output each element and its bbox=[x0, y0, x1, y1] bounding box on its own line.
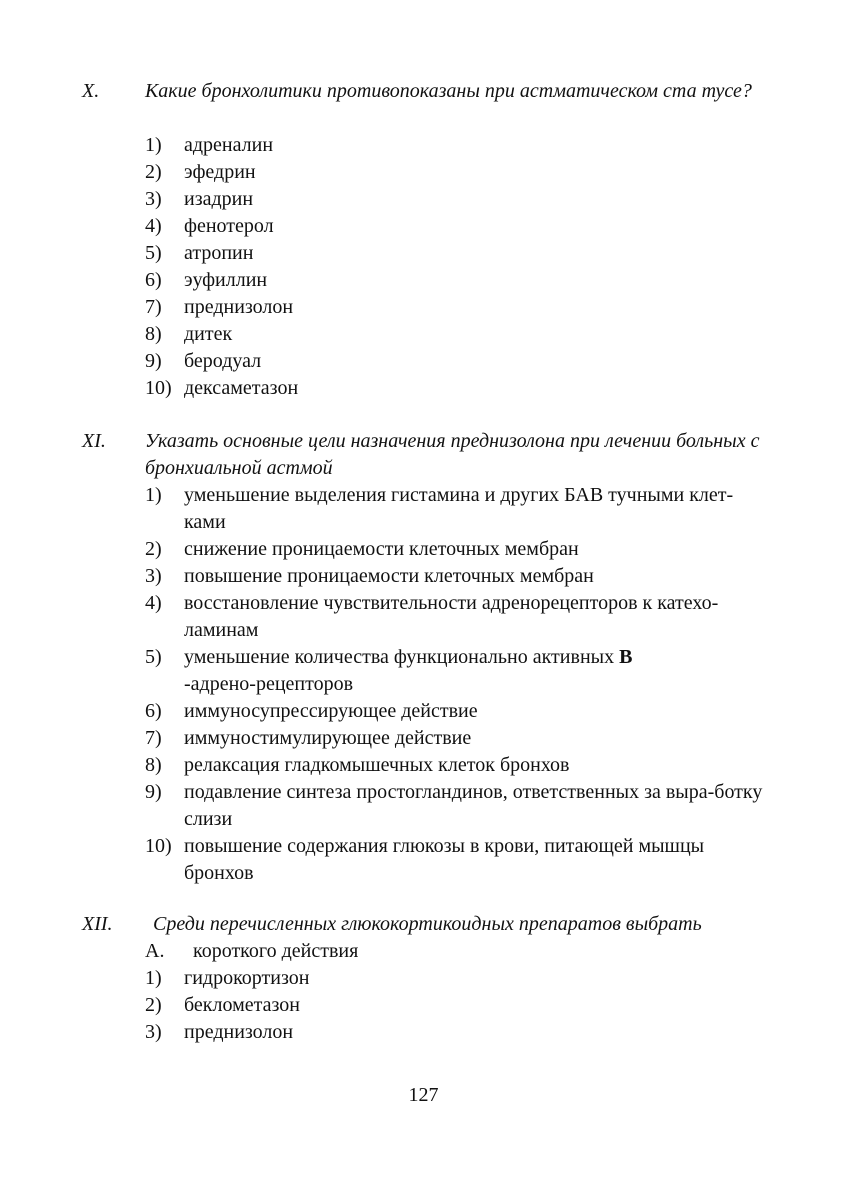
answer-option bbox=[0, 482, 847, 536]
question-text: Среди перечисленных глюкокортикоидных препаратов выбрать bbox=[153, 913, 702, 935]
option-number: 5) bbox=[145, 242, 162, 264]
option-text: эфедрин bbox=[184, 161, 256, 183]
option-number: 7) bbox=[145, 727, 162, 749]
option-number: 2) bbox=[145, 538, 162, 560]
option-number: 5) bbox=[145, 646, 162, 668]
option-number: 9) bbox=[145, 350, 162, 372]
answer-list bbox=[0, 132, 847, 402]
option-number: 10) bbox=[145, 377, 172, 399]
option-number: 6) bbox=[145, 700, 162, 722]
answer-option bbox=[0, 833, 847, 887]
option-number: 8) bbox=[145, 754, 162, 776]
question-number: XI. bbox=[82, 430, 106, 452]
question-number: XII. bbox=[82, 913, 113, 935]
option-text: уменьшение выделения гистамина и других БАВ тучными клет-ками bbox=[184, 484, 734, 533]
answer-option bbox=[0, 752, 847, 779]
option-text bbox=[184, 644, 774, 698]
option-text: беклометазон bbox=[184, 994, 300, 1016]
answer-option bbox=[0, 563, 847, 590]
option-text: иммуностимулирующее действие bbox=[184, 727, 472, 749]
question-number: X. bbox=[82, 80, 100, 102]
option-number: 1) bbox=[145, 484, 162, 506]
option-number: 3) bbox=[145, 1021, 162, 1043]
answer-option bbox=[0, 267, 847, 294]
option-text: фенотерол bbox=[184, 215, 274, 237]
option-text: эуфиллин bbox=[184, 269, 268, 291]
answer-option bbox=[0, 348, 847, 375]
answer-option bbox=[0, 321, 847, 348]
answer-option bbox=[0, 375, 847, 402]
option-number: 2) bbox=[145, 161, 162, 183]
option-text: беродуал bbox=[184, 350, 262, 372]
answer-option bbox=[0, 132, 847, 159]
answer-option bbox=[0, 725, 847, 752]
answer-option bbox=[0, 779, 847, 833]
option-text: преднизолон bbox=[184, 296, 294, 318]
option-number: 4) bbox=[145, 592, 162, 614]
option-text: дитек bbox=[184, 323, 233, 345]
answer-option bbox=[0, 536, 847, 563]
option-number: 9) bbox=[145, 781, 162, 803]
option-text: адреналин bbox=[184, 134, 274, 156]
answer-option bbox=[0, 992, 847, 1019]
question-text: Указать основные цели назначения преднизолона при лечении больных с бронхиальной астмой bbox=[145, 430, 760, 479]
answer-option bbox=[0, 590, 847, 644]
answer-subheading bbox=[0, 938, 847, 965]
option-number: 1) bbox=[145, 967, 162, 989]
option-number: 8) bbox=[145, 323, 162, 345]
option-text: снижение проницаемости клеточных мембран bbox=[184, 538, 579, 560]
answer-option bbox=[0, 294, 847, 321]
answer-list bbox=[0, 938, 847, 1046]
option-number: 4) bbox=[145, 215, 162, 237]
option-text: преднизолон bbox=[184, 1021, 294, 1043]
answer-option bbox=[0, 698, 847, 725]
answer-option bbox=[0, 186, 847, 213]
option-number: 3) bbox=[145, 565, 162, 587]
answer-option bbox=[0, 1019, 847, 1046]
option-text: повышение содержания глюкозы в крови, питающей мышцы бронхов bbox=[184, 835, 705, 884]
option-number: 3) bbox=[145, 188, 162, 210]
answer-option bbox=[0, 240, 847, 267]
option-text: подавление синтеза простогландинов, ответственных за выра-ботку слизи bbox=[184, 781, 763, 830]
option-bold-letter: В bbox=[619, 646, 633, 668]
answer-list bbox=[0, 482, 847, 887]
option-text: атропин bbox=[184, 242, 254, 264]
option-number: 7) bbox=[145, 296, 162, 318]
subheading-text: короткого действия bbox=[193, 940, 359, 962]
option-text-part: -адрено-рецепторов bbox=[184, 673, 354, 695]
option-text: восстановление чувствительности адренорецепторов к катехо-ламинам bbox=[184, 592, 719, 641]
option-text: гидрокортизон bbox=[184, 967, 310, 989]
option-text: изадрин bbox=[184, 188, 254, 210]
option-text: релаксация гладкомышечных клеток бронхов bbox=[184, 754, 570, 776]
option-number: 10) bbox=[145, 835, 172, 857]
option-text: повышение проницаемости клеточных мембран bbox=[184, 565, 594, 587]
option-text: иммуносупрессирующее действие bbox=[184, 700, 478, 722]
option-number: 1) bbox=[145, 134, 162, 156]
page-number: 127 bbox=[408, 1084, 439, 1106]
answer-option bbox=[0, 159, 847, 186]
option-text-part: уменьшение количества функционально активных bbox=[184, 646, 615, 668]
option-number: 2) bbox=[145, 994, 162, 1016]
answer-option bbox=[0, 965, 847, 992]
answer-option bbox=[0, 213, 847, 240]
answer-option bbox=[0, 644, 847, 698]
subheading-letter: А. bbox=[145, 940, 165, 962]
question-text: Какие бронхолитики противопоказаны при астматическом ста тусе? bbox=[145, 80, 752, 102]
option-number: 6) bbox=[145, 269, 162, 291]
option-text: дексаметазон bbox=[184, 377, 299, 399]
